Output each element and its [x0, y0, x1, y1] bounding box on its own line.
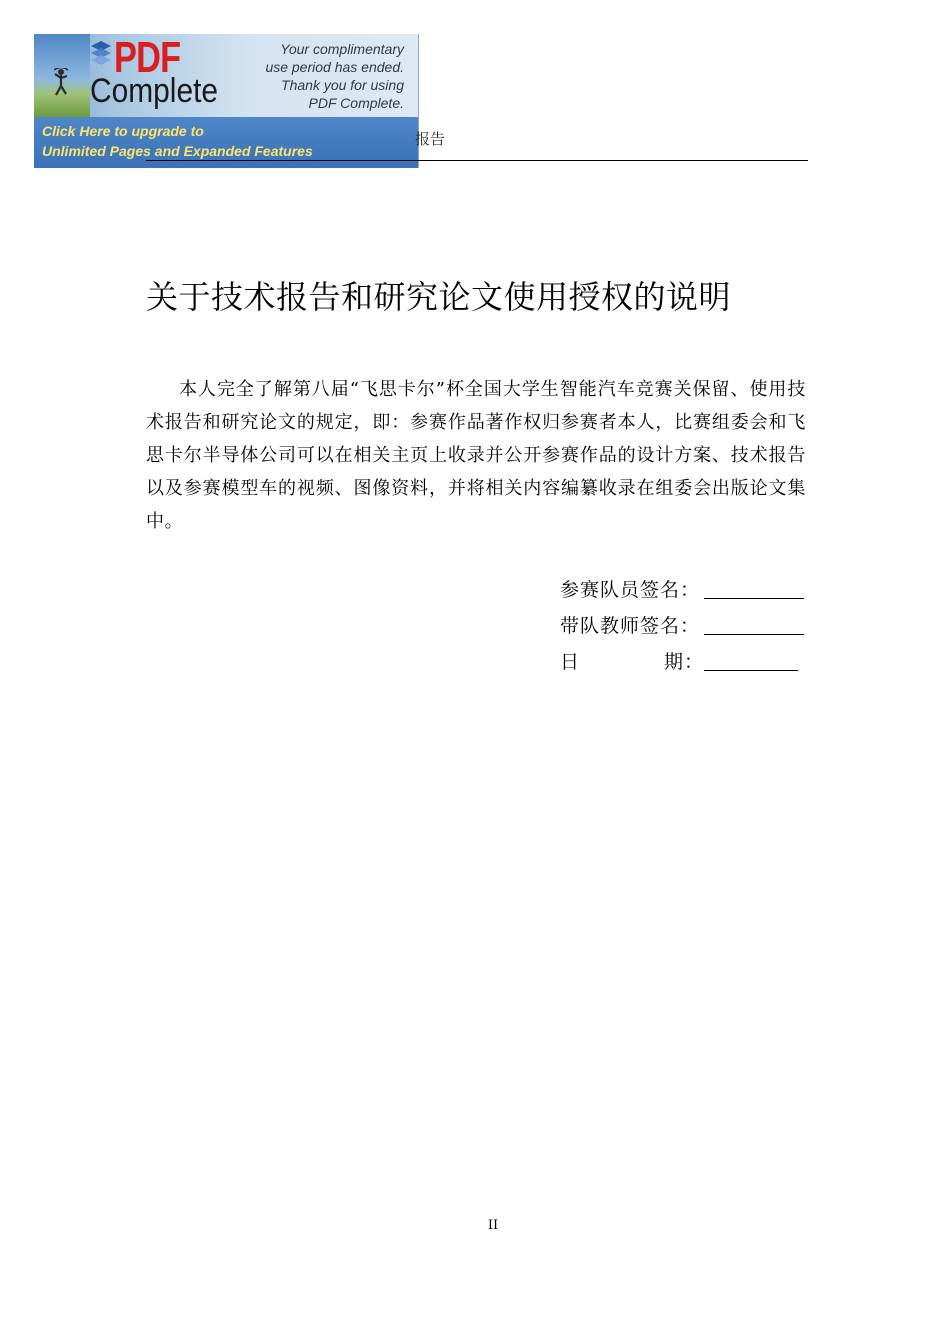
date-label-left: 日 — [560, 651, 581, 673]
banner-message-line: Thank you for using — [281, 77, 404, 93]
signature-block — [560, 572, 810, 680]
page-number: II — [487, 1218, 499, 1233]
banner-photo — [34, 34, 90, 117]
teacher-signature-line — [704, 612, 804, 635]
page-title: 关于技术报告和研究论文使用授权的说明 — [146, 278, 732, 316]
date-row — [560, 644, 810, 680]
teacher-signature-label: 带队教师签名： — [560, 615, 701, 637]
logo-pdf-text: PDF — [114, 34, 181, 82]
teacher-signature-row — [560, 608, 810, 644]
banner-message-line: Your complimentary — [280, 41, 404, 57]
header-rule — [146, 160, 808, 161]
jumping-person-icon — [54, 68, 68, 98]
banner-message — [234, 40, 404, 112]
layers-logo-icon — [90, 40, 112, 66]
date-line — [704, 648, 798, 671]
banner-message-line: use period has ended. — [265, 59, 404, 75]
pdf-complete-upgrade-banner[interactable] — [34, 34, 419, 168]
upgrade-link-line[interactable]: Click Here to upgrade to — [42, 123, 204, 139]
team-member-signature-label: 参赛队员签名： — [560, 579, 701, 601]
running-header: 报告 — [415, 130, 446, 148]
date-label — [560, 644, 704, 680]
banner-message-line: PDF Complete. — [308, 95, 404, 111]
upgrade-link[interactable] — [42, 121, 313, 161]
upgrade-link-line[interactable]: Unlimited Pages and Expanded Features — [42, 143, 313, 159]
team-member-signature-row — [560, 572, 810, 608]
authorization-paragraph: 本人完全了解第八届“飞思卡尔”杯全国大学生智能汽车竞赛关保留、使用技术报告和研究论文的规定，即：参赛作品著作权归参赛者本人，比赛组委会和飞思卡尔半导体公司可以在相关主页上收录并公开参赛作品的设计方案、技术报告以及参赛模型车的视频、图像资料，并将相关内容编纂收录在组委会出版论文集中。 — [146, 379, 806, 532]
team-member-signature-line — [704, 576, 804, 599]
date-label-right: 期： — [663, 651, 704, 673]
logo-complete-text: Complete — [90, 72, 219, 110]
